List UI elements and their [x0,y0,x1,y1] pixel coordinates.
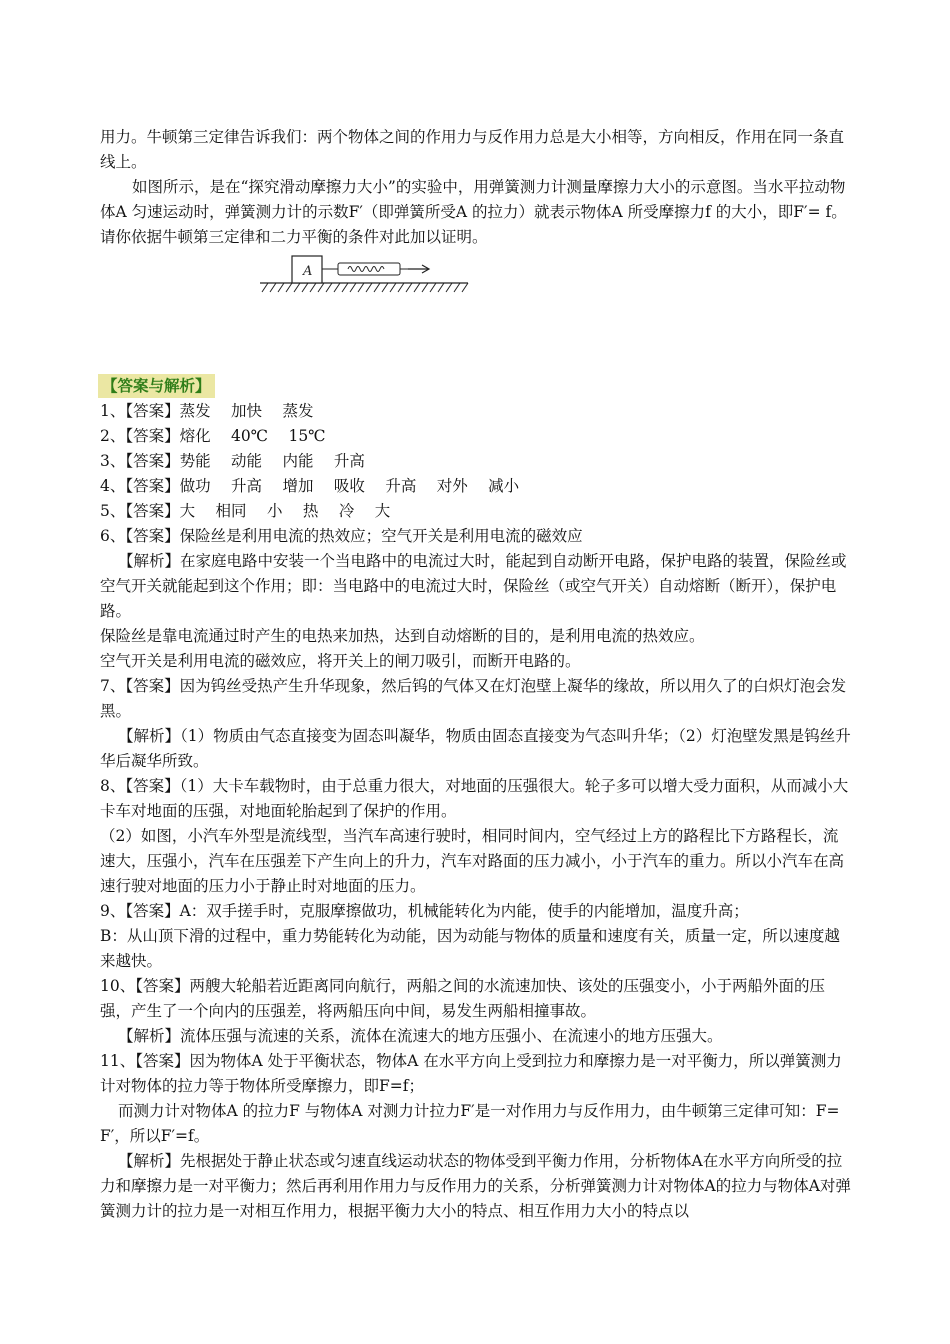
answer-3: 3、【答案】势能 动能 内能 升高 [100,452,365,470]
answer-4: 4、【答案】做功 升高 增加 吸收 升高 对外 减小 [100,477,520,495]
problem-text-continuation: 用力。牛顿第三定律告诉我们：两个物体之间的作用力与反作用力总是大小相等，方向相反，作用在同一条直线上。 [100,128,845,171]
friction-experiment-diagram [258,252,478,296]
answer-8-part2: （2）如图，小汽车外型是流线型，当汽车高速行驶时，相同时间内，空气经过上方的路程比下方路程长，流速大，压强小，汽车在压强差下产生向上的升力，汽车对路面的压力减小，小于汽车的重力。所以小汽车在高速行驶对地面的压力小于静止时对地面的压力。 [100,827,845,895]
answer-6-analysis-p2: 保险丝是靠电流通过时产生的电热来加热，达到自动熔断的目的，是利用电流的热效应。 [100,627,705,645]
block-a-label: A [303,264,313,279]
spring-scale-figure [258,252,478,300]
answer-1: 1、【答案】蒸发 加快 蒸发 [100,402,314,420]
answer-11-analysis: 【解析】先根据处于静止状态或匀速直线运动状态的物体受到平衡力作用，分析物体A在水平方向所受的拉力和摩擦力是一对平衡力；然后再利用作用力与反作用力的关系，分析弹簧测力计对物体A的拉力与物体A对弹簧测力计的拉力是一对相互作用力，根据平衡力大小的特点、相互作用力大小的特点以 [100,1152,851,1220]
answer-6-analysis-p3: 空气开关是利用电流的磁效应，将开关上的闸刀吸引，而断开电路的。 [100,652,581,670]
answer-10: 10、【答案】两艘大轮船若近距离同向航行，两船之间的水流速加快、该处的压强变小，小于两船外面的压强，产生了一个向内的压强差，将两船压向中间，易发生两船相撞事故。 [100,977,825,1020]
answer-9-part-b: B：从山顶下滑的过程中，重力势能转化为动能，因为动能与物体的质量和速度有关，质量一定，所以速度越来越快。 [100,927,840,970]
answer-2: 2、【答案】熔化 40℃ 15℃ [100,427,326,445]
answer-5: 5、【答案】大 相同 小 热 冷 大 [100,502,391,520]
answer-10-analysis: 【解析】流体压强与流速的关系，流体在流速大的地方压强小、在流速小的地方压强大。 [118,1027,723,1045]
answer-section-title: 【答案与解析】 [98,374,215,398]
answer-6-analysis: 【解析】在家庭电路中安装一个当电路中的电流过大时，能起到自动断开电路，保护电路的装置，保险丝或空气开关就能起到这个作用；即：当电路中的电流过大时，保险丝（或空气开关）自动熔断（断开），保护电路。 [100,552,847,620]
answer-9: 9、【答案】A：双手搓手时，克服摩擦做功，机械能转化为内能，使手的内能增加，温度升高； [100,902,749,920]
answer-7: 7、【答案】因为钨丝受热产生升华现象，然后钨的气体又在灯泡壁上凝华的缘故，所以用久了的白炽灯泡会发黑。 [100,677,847,720]
problem-11-text: 如图所示，是在“探究滑动摩擦力大小”的实验中，用弹簧测力计测量摩擦力大小的示意图。当水平拉动物体A 匀速运动时，弹簧测力计的示数F′（即弹簧所受A 的拉力）就表示物体A 所受摩擦力f 的大小，即F′= f。 请你依据牛顿第三定律和二力平衡的条件对此加以证明。 [100,178,847,246]
answer-11-part2: 而测力计对物体A 的拉力F 与物体A 对测力计拉力F′是一对作用力与反作用力，由牛顿第三定律可知：F= F′，所以F′=f。 [100,1102,840,1145]
answer-7-analysis: 【解析】（1）物质由气态直接变为固态叫凝华，物质由固态直接变为气态叫升华；（2）灯泡壁发黑是钨丝升华后凝华所致。 [100,727,851,770]
spring-scale [338,263,400,275]
answer-6: 6、【答案】保险丝是利用电流的热效应；空气开关是利用电流的磁效应 [100,527,583,545]
answer-8: 8、【答案】（1）大卡车载物时，由于总重力很大，对地面的压强很大。轮子多可以增大受力面积，从而减小大卡车对地面的压强，对地面轮胎起到了保护的作用。 [100,777,849,820]
answer-11: 11、【答案】因为物体A 处于平衡状态，物体A 在水平方向上受到拉力和摩擦力是一对平衡力，所以弹簧测力计对物体的拉力等于物体所受摩擦力，即F=f； [100,1052,842,1095]
